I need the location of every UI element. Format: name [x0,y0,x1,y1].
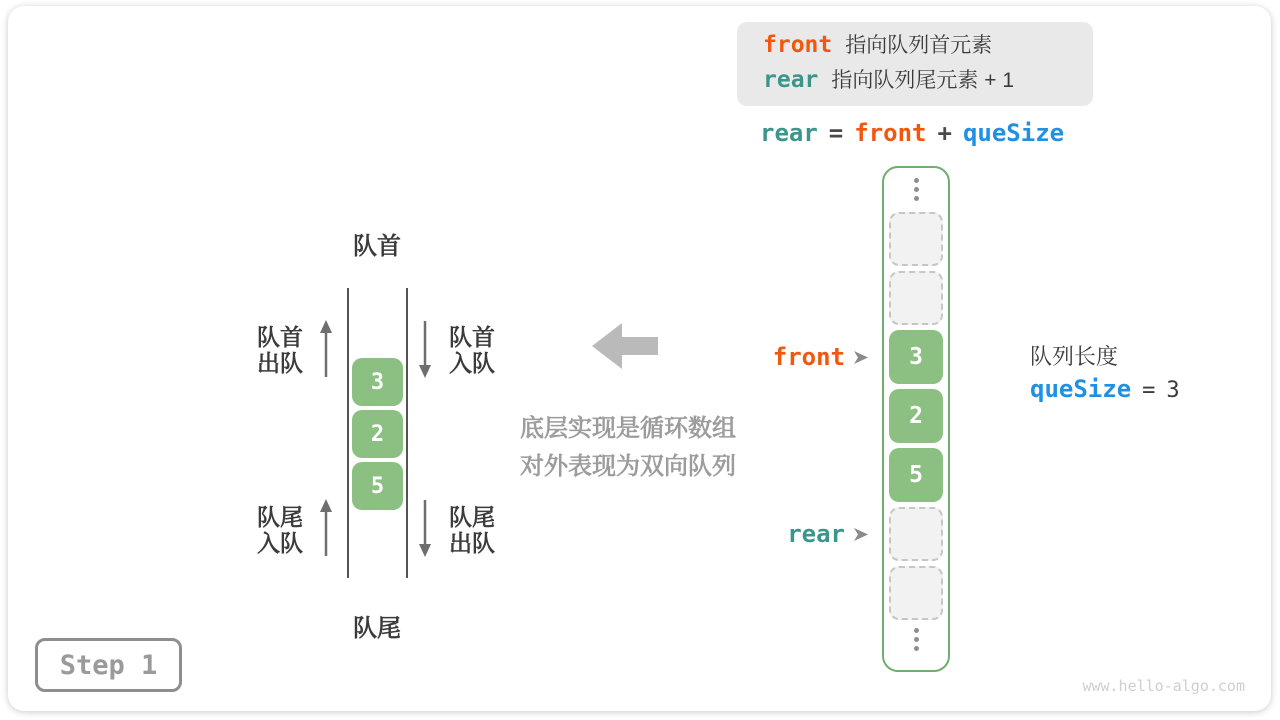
rear-pointer-label: rear [787,520,845,548]
quesize-equals: = [1142,378,1156,403]
dequeue-front-arrow-icon [318,320,334,378]
op-rear-dequeue-line2: 出队 [449,530,495,556]
array-cell-empty-0 [889,212,943,266]
op-rear-dequeue-label [449,504,511,556]
op-front-dequeue-line1: 队首 [257,324,303,350]
op-front-dequeue-label [241,324,303,376]
quesize-variable: queSize [1030,375,1132,403]
dequeue-rear-arrow-icon [417,499,433,557]
array-cell-empty-1 [889,271,943,325]
note-line1: 底层实现是循环数组 [520,415,736,442]
op-rear-dequeue-line1: 队尾 [449,504,495,530]
legend-rear-row [763,64,1093,99]
step-badge: Step 1 [35,638,182,692]
ellipsis-top-icon [911,178,921,201]
watermark: www.hello-algo.com [1082,677,1245,695]
op-rear-enqueue-label [241,504,303,556]
enqueue-front-arrow-icon [417,320,433,378]
queue-cell-0: 3 [352,358,403,406]
front-pointer-label: front [772,343,845,371]
formula-quesize: queSize [962,119,1065,147]
queue-cell-1: 2 [352,410,403,458]
legend-front-row [763,29,1093,64]
queue-rear-label: 队尾 [353,615,401,642]
quesize-value: 3 [1166,378,1180,403]
front-description: 指向队列首元素 [845,34,993,57]
op-rear-enqueue-line2: 入队 [257,530,303,556]
rear-keyword: rear [763,67,819,93]
queue-front-label: 队首 [353,233,401,260]
formula-equals: = [828,119,844,147]
left-block-arrow-icon [592,322,658,370]
queue-length-equation [1030,375,1180,403]
queue-left-wall [347,288,349,578]
queue-right-wall [406,288,408,578]
array-cell-empty-3 [889,566,943,620]
array-cell-value-2: 5 [889,448,943,502]
formula-rear: rear [760,119,818,147]
enqueue-rear-arrow-icon [318,499,334,557]
array-cell-value-0: 3 [889,330,943,384]
op-front-enqueue-line2: 入队 [449,350,495,376]
array-cell-value-1: 2 [889,389,943,443]
op-front-dequeue-line2: 出队 [257,350,303,376]
rear-description: 指向队列尾元素 + 1 [831,69,1015,92]
note-line2: 对外表现为双向队列 [520,453,736,480]
queue-length-label: 队列长度 [1030,344,1119,369]
front-keyword: front [763,32,833,58]
formula-front: front [854,119,927,147]
implementation-note [490,410,766,486]
rear-formula [760,119,1064,147]
ellipsis-bottom-icon [911,628,921,651]
formula-plus: + [937,119,952,147]
op-front-enqueue-line1: 队首 [449,324,495,350]
op-front-enqueue-label [449,324,511,376]
op-rear-enqueue-line1: 队尾 [257,504,303,530]
array-cell-empty-2 [889,507,943,561]
queue-cell-2: 5 [352,462,403,510]
pointer-legend-box [737,22,1093,106]
